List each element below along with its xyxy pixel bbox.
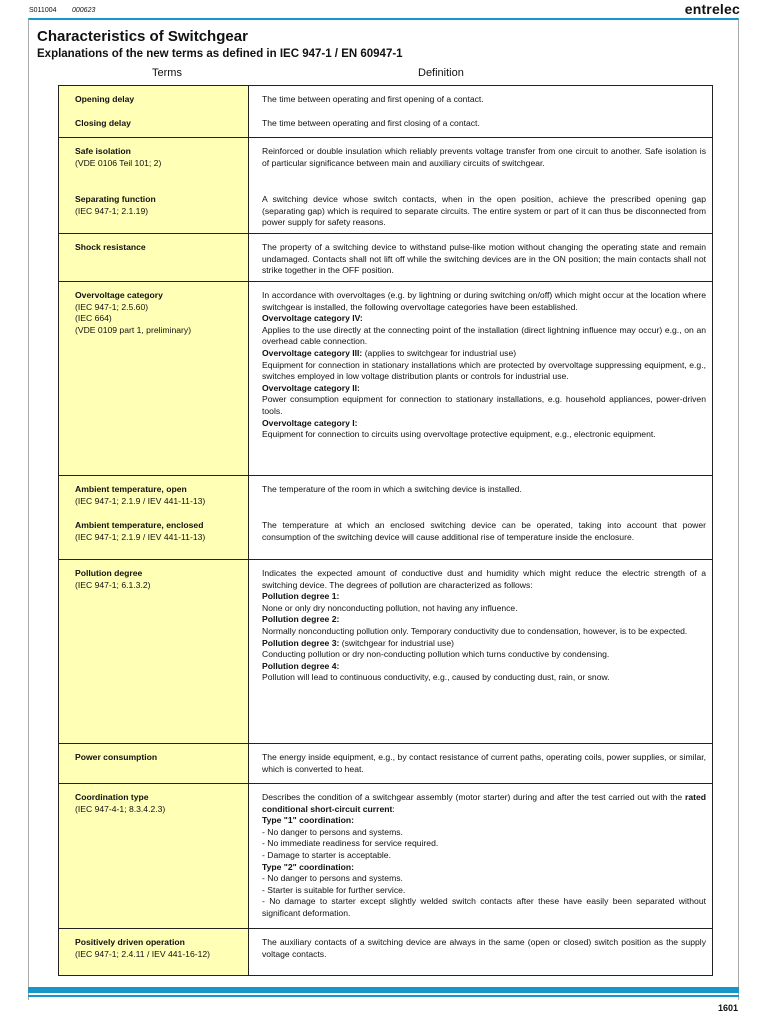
definition-line xyxy=(262,94,706,106)
definition-fragment: Type "1" coordination: xyxy=(262,815,355,826)
term-name: Shock resistance xyxy=(75,242,146,252)
definition-text xyxy=(262,484,706,496)
definition-fragment: Overvoltage category II: xyxy=(262,382,360,393)
term-reference: (VDE 0106 Teil 101; 2) xyxy=(75,157,162,168)
definition-fragment: Pollution will lead to continuous conductivity, e.g., caused by conducting dust, rain, or snow. xyxy=(262,672,610,683)
definition-fragment: Overvoltage category I: xyxy=(262,417,358,428)
definition-line xyxy=(262,873,706,885)
table-row xyxy=(59,929,712,975)
definition-line xyxy=(262,827,706,839)
page-number: 1601 xyxy=(717,1003,738,1013)
term-name: Safe isolation xyxy=(75,146,131,156)
term-reference: (IEC 947-1; 2.4.11 / IEV 441-16-12) xyxy=(75,948,211,959)
definition-fragment: Pollution degree 2: xyxy=(262,614,340,625)
definition-line xyxy=(262,429,706,441)
term-name: Coordination type xyxy=(75,792,149,802)
definition-text xyxy=(262,194,706,229)
term-name: Pollution degree xyxy=(75,568,143,578)
term-cell xyxy=(59,560,249,743)
table-row xyxy=(59,86,712,138)
definition-fragment: - No danger to persons and systems. xyxy=(262,873,403,884)
term-entry xyxy=(75,568,150,591)
term-entry xyxy=(75,937,210,960)
document-number: 000623 xyxy=(72,7,96,14)
term-name: Ambient temperature, open xyxy=(75,484,187,494)
definition-line xyxy=(262,614,706,626)
definition-fragment: rated conditional short-circuit current xyxy=(262,792,706,814)
terms-table xyxy=(58,85,713,976)
term-cell xyxy=(59,476,249,559)
definition-fragment: The time between operating and first opening of a contact. xyxy=(262,94,484,104)
definition-fragment: Conducting pollution or dry non-conducting pollution which turns conductive by condensing. xyxy=(262,649,610,660)
definition-text xyxy=(262,568,706,684)
term-name: Opening delay xyxy=(75,94,135,104)
definition-fragment: Indicates the expected amount of conductive dust and humidity which might reduce the electric strength of a switching device. The degrees of pollution are characterized as follows: xyxy=(262,568,706,590)
definition-fragment: Pollution degree 1: xyxy=(262,591,340,602)
term-entry xyxy=(75,94,134,106)
definition-fragment: : xyxy=(392,803,395,814)
column-header-terms: Terms xyxy=(152,67,182,79)
term-cell xyxy=(59,282,249,475)
definition-line xyxy=(262,638,706,650)
definition-fragment: - Damage to starter is acceptable. xyxy=(262,849,391,860)
term-reference: (VDE 0109 part 1, preliminary) xyxy=(75,324,192,335)
definition-text xyxy=(262,520,706,543)
definition-fragment: Type "2" coordination: xyxy=(262,861,355,872)
definition-line xyxy=(262,661,706,673)
table-row xyxy=(59,560,712,744)
term-entry xyxy=(75,194,156,217)
definition-line xyxy=(262,838,706,850)
definition-line xyxy=(262,568,706,591)
definition-line xyxy=(262,383,706,395)
definition-line xyxy=(262,242,706,277)
table-row xyxy=(59,282,712,476)
definition-fragment: A switching device whose switch contacts, when in the open position, achieve the prescribed opening gap (separating gap) which is required to separate circuits. The entire system or part of it can thus be disconnected from power supply for safety reasons. xyxy=(262,194,706,228)
term-cell xyxy=(59,784,249,928)
term-entry xyxy=(75,484,205,507)
definition-text xyxy=(262,752,706,775)
definition-fragment: Reinforced or double insulation which reliably prevents voltage transfer from one circuit to another. Safe isolation is of particular significance between main and auxiliary circuits of switchgear. xyxy=(262,146,706,168)
definition-cell xyxy=(250,86,712,137)
term-reference: (IEC 947-1; 2.1.19) xyxy=(75,205,149,216)
term-name: Ambient temperature, enclosed xyxy=(75,520,204,530)
term-cell xyxy=(59,744,249,783)
table-row xyxy=(59,476,712,560)
definition-cell xyxy=(250,138,712,233)
page-title: Characteristics of Switchgear xyxy=(37,28,248,45)
definition-line xyxy=(262,146,706,169)
definition-text xyxy=(262,290,706,441)
definition-line xyxy=(262,484,706,496)
term-entry xyxy=(75,520,205,543)
definition-line xyxy=(262,118,706,130)
term-entry xyxy=(75,118,131,130)
definition-fragment: The temperature of the room in which a switching device is installed. xyxy=(262,484,522,494)
definition-fragment: - Starter is suitable for further service. xyxy=(262,884,406,895)
definition-fragment: The auxiliary contacts of a switching device are always in the same (open or closed) switch position as the supply voltage contacts. xyxy=(262,937,706,959)
term-entry xyxy=(75,792,165,815)
definition-text xyxy=(262,94,706,106)
definition-fragment: (switchgear for industrial use) xyxy=(341,637,454,648)
definition-line xyxy=(262,348,706,360)
table-row xyxy=(59,784,712,929)
term-reference: (IEC 664) xyxy=(75,313,112,324)
definition-cell xyxy=(250,234,712,281)
definition-text xyxy=(262,792,706,920)
definition-line xyxy=(262,418,706,430)
footer-bar xyxy=(28,987,739,993)
definition-text xyxy=(262,118,706,130)
definition-line xyxy=(262,325,706,348)
definition-fragment: The property of a switching device to withstand pulse-like motion without changing the operating state and remain undamaged. Contacts shall not lift off while the switching devices are in the ON position; the main contacts shall not strike together in the OFF position. xyxy=(262,242,706,276)
definition-fragment: - No danger to persons and systems. xyxy=(262,826,403,837)
footer-bar-thin xyxy=(28,995,739,997)
definition-fragment: - No immediate readiness for service required. xyxy=(262,838,439,849)
definition-line xyxy=(262,862,706,874)
definition-line xyxy=(262,672,706,684)
definition-line xyxy=(262,937,706,960)
definition-line xyxy=(262,792,706,815)
definition-fragment: Equipment for connection to circuits using overvoltage protective equipment, e.g., electronic equipment. xyxy=(262,429,656,440)
definition-fragment: - No damage to starter except slightly welded switch contacts after these have easily been separated without significant deformation. xyxy=(262,896,706,918)
definition-cell xyxy=(250,560,712,743)
table-row xyxy=(59,138,712,234)
definition-fragment: None or only dry nonconducting pollution, not having any influence. xyxy=(262,602,518,613)
table-row xyxy=(59,234,712,282)
definition-line xyxy=(262,360,706,383)
term-entry xyxy=(75,290,191,336)
table-row xyxy=(59,744,712,784)
term-cell xyxy=(59,234,249,281)
brand-logo: entrelec xyxy=(684,1,740,17)
definition-line xyxy=(262,520,706,543)
term-cell xyxy=(59,86,249,137)
term-name: Separating function xyxy=(75,194,156,204)
term-reference: (IEC 947-1; 2.1.9 / IEV 441-11-13) xyxy=(75,495,206,506)
definition-fragment: Describes the condition of a switchgear assembly (motor starter) during and after the test carried out with the xyxy=(262,792,685,802)
definition-line xyxy=(262,896,706,919)
definition-text xyxy=(262,242,706,277)
definition-line xyxy=(262,626,706,638)
term-cell xyxy=(59,929,249,975)
definition-line xyxy=(262,752,706,775)
definition-cell xyxy=(250,282,712,475)
definition-fragment: The time between operating and first closing of a contact. xyxy=(262,118,480,128)
term-reference: (IEC 947-1; 6.1.3.2) xyxy=(75,579,151,590)
definition-fragment: Power consumption equipment for connection to stationary installations, e.g. household appliances, power-driven tools. xyxy=(262,394,706,416)
term-entry xyxy=(75,146,161,169)
definition-fragment: Normally nonconducting pollution only. Temporary conductivity due to condensation, however, is to be expected. xyxy=(262,625,688,636)
definition-line xyxy=(262,194,706,229)
term-cell xyxy=(59,138,249,233)
definition-line xyxy=(262,290,706,313)
term-name: Power consumption xyxy=(75,752,158,762)
term-reference: (IEC 947-1; 2.5.60) xyxy=(75,301,149,312)
term-name: Closing delay xyxy=(75,118,131,128)
definition-fragment: The energy inside equipment, e.g., by contact resistance of current paths, operating coils, power supplies, or similar, which is converted to heat. xyxy=(262,752,706,774)
definition-line xyxy=(262,815,706,827)
definition-line xyxy=(262,313,706,325)
definition-fragment: Pollution degree 4: xyxy=(262,660,340,671)
definition-line xyxy=(262,603,706,615)
term-name: Overvoltage category xyxy=(75,290,163,300)
page-subtitle: Explanations of the new terms as defined in IEC 947-1 / EN 60947-1 xyxy=(37,48,403,60)
definition-fragment: In accordance with overvoltages (e.g. by lightning or during switching on/off) which might occur at the location where switchgear is installed, the following overvoltage categories have been established. xyxy=(262,290,706,312)
definition-cell xyxy=(250,744,712,783)
definition-fragment: Overvoltage category IV: xyxy=(262,313,363,324)
term-reference: (IEC 947-1; 2.1.9 / IEV 441-11-13) xyxy=(75,531,206,542)
column-header-definition: Definition xyxy=(418,67,464,79)
definition-text xyxy=(262,146,706,169)
definition-line xyxy=(262,394,706,417)
term-entry xyxy=(75,752,157,764)
definition-cell xyxy=(250,929,712,975)
definition-fragment: Pollution degree 3: xyxy=(262,637,342,648)
document-code: S011004 xyxy=(29,7,57,14)
term-entry xyxy=(75,242,146,254)
definition-line xyxy=(262,885,706,897)
definition-fragment: The temperature at which an enclosed switching device can be operated, taking into account that power consumption of the switching device will cause additional rise of temperature inside the enclosure. xyxy=(262,520,706,542)
definition-text xyxy=(262,937,706,960)
term-name: Positively driven operation xyxy=(75,937,185,947)
definition-cell xyxy=(250,784,712,928)
definition-cell xyxy=(250,476,712,559)
definition-line xyxy=(262,850,706,862)
term-reference: (IEC 947-4-1; 8.3.4.2.3) xyxy=(75,803,166,814)
definition-fragment: Applies to the use directly at the connecting point of the installation (direct lightning influence may occur) e.g., on an overhead cable connection. xyxy=(262,324,706,347)
definition-fragment: Overvoltage category III: xyxy=(262,347,365,358)
definition-fragment: Equipment for connection in stationary installations which are protected by overvoltage suppressing equipment, e.g., switches employed in low voltage distribution plants or controls for industrial use. xyxy=(262,359,706,382)
definition-line xyxy=(262,649,706,661)
definition-line xyxy=(262,591,706,603)
definition-fragment: (applies to switchgear for industrial use) xyxy=(364,347,517,358)
